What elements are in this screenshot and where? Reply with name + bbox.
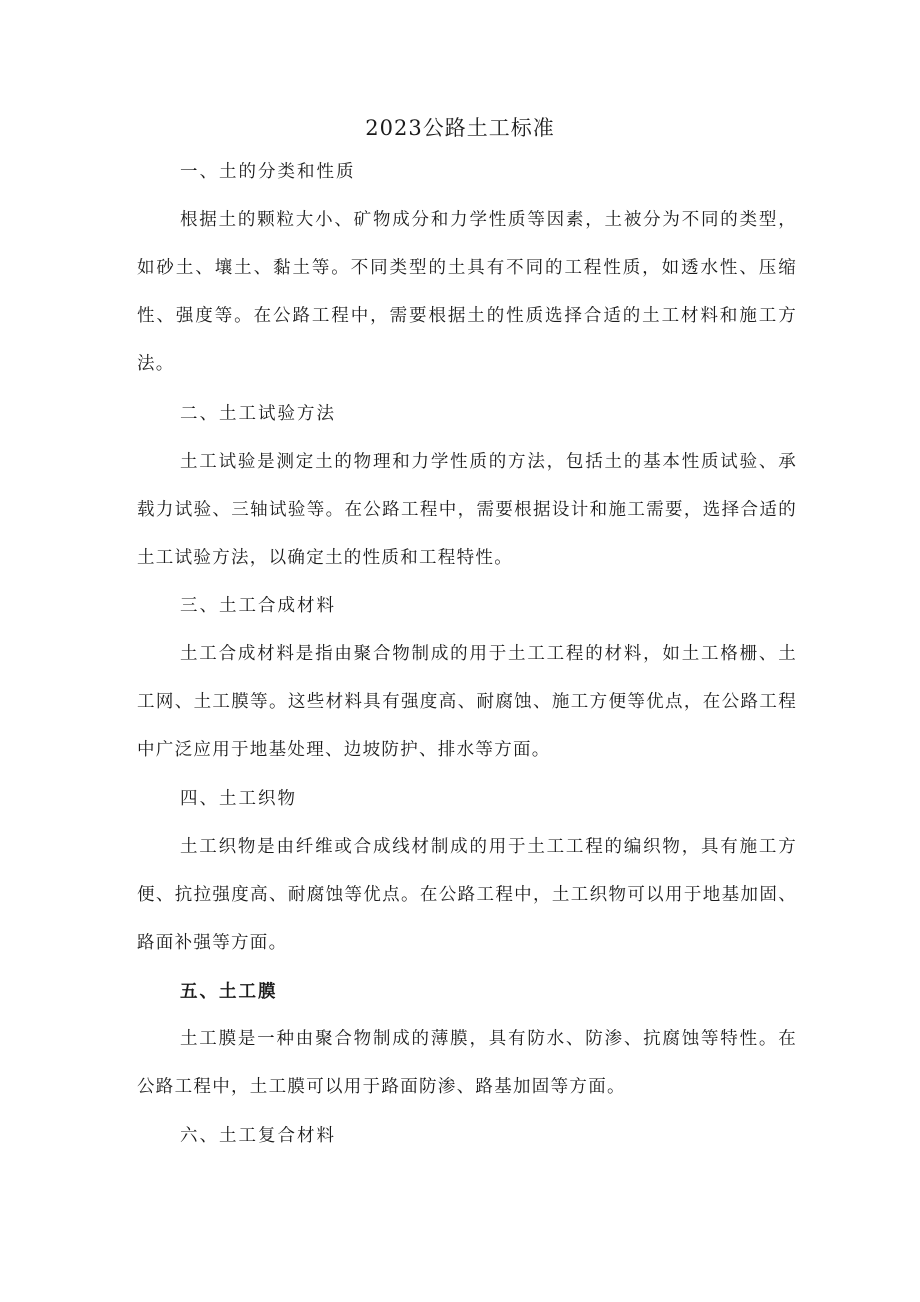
section-body-4: 土工织物是由纤维或合成线材制成的用于土工工程的编织物，具有施工方便、抗拉强度高、耐腐蚀等优点。在公路工程中，土工织物可以用于地基加固、路面补强等方面。 [137,837,797,953]
section-heading-2: 二、土工试验方法 [180,404,336,424]
section-heading-5: 五、土工膜 [180,982,278,1002]
section-body-1: 根据土的颗粒大小、矿物成分和力学性质等因素，土被分为不同的类型，如砂土、壤土、黏土等。不同类型的土具有不同的工程性质，如透水性、压缩性、强度等。在公路工程中，需要根据土的性质选择合适的土工材料和施工方法。 [137,210,797,374]
section-heading-1: 一、土的分类和性质 [180,162,356,182]
section-body-5: 土工膜是一种由聚合物制成的薄膜，具有防水、防渗、抗腐蚀等特性。在公路工程中，土工膜可以用于路面防渗、路基加固等方面。 [137,1029,797,1097]
page-title: 2023公路土工标准 [365,116,555,140]
section-body-2: 土工试验是测定土的物理和力学性质的方法，包括土的基本性质试验、承载力试验、三轴试验等。在公路工程中，需要根据设计和施工需要，选择合适的土工试验方法，以确定土的性质和工程特性。 [137,452,797,568]
section-heading-4: 四、土工织物 [180,789,297,809]
section-heading-6: 六、土工复合材料 [180,1126,336,1146]
section-body-3: 土工合成材料是指由聚合物制成的用于土工工程的材料，如土工格栅、土工网、土工膜等。这些材料具有强度高、耐腐蚀、施工方便等优点，在公路工程中广泛应用于地基处理、边坡防护、排水等方面。 [137,644,797,760]
section-heading-3: 三、土工合成材料 [180,596,336,616]
